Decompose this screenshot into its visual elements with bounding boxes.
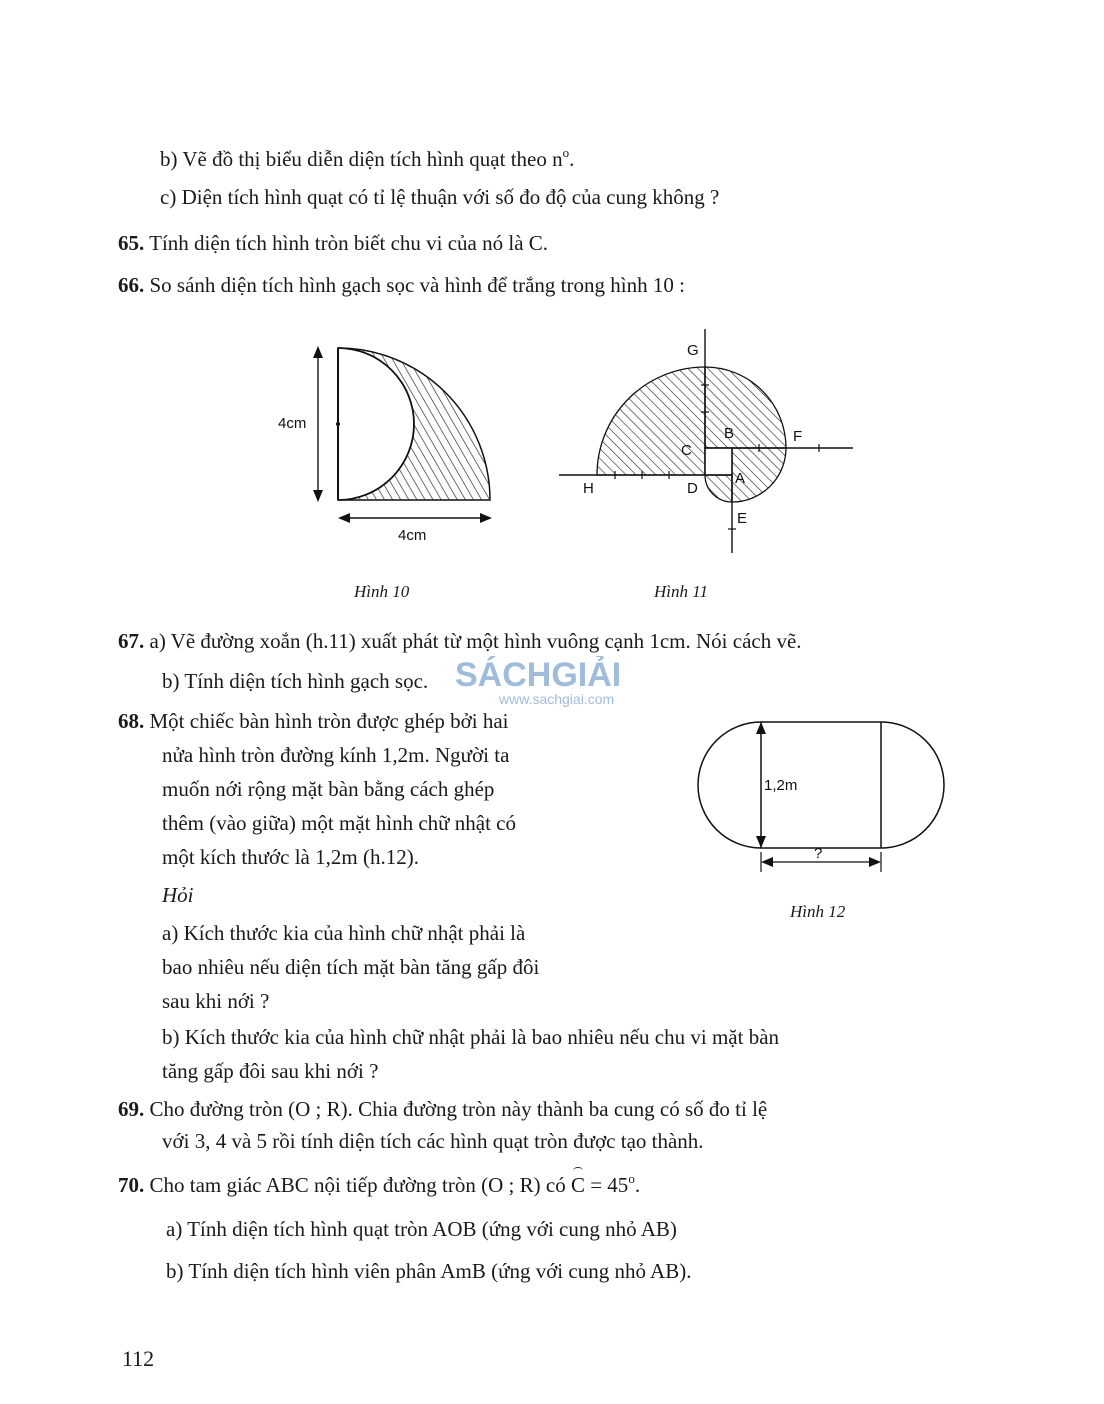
problem-68a-line-3: sau khi nới ? — [162, 989, 270, 1013]
height-label: 4cm — [278, 415, 307, 432]
problem-69-text-1: Cho đường tròn (O ; R). Chia đường tròn này thành ba cung có số đo tỉ lệ — [149, 1097, 768, 1121]
problem-68-line-5: một kích thước là 1,2m (h.12). — [162, 845, 419, 869]
figure-12 — [690, 712, 955, 877]
label-D: D — [687, 480, 698, 497]
degree-sup-70: o — [628, 1171, 635, 1186]
problem-70b: b) Tính diện tích hình viên phân AmB (ứng với cung nhỏ AB). — [166, 1259, 692, 1283]
problem-70-end: . — [634, 1173, 641, 1197]
problem-68-hoi: Hỏi — [162, 883, 194, 907]
problem-68-number: 68. — [118, 709, 145, 733]
label-F: F — [793, 428, 803, 445]
problem-68b-line-2: tăng gấp đôi sau khi nới ? — [162, 1059, 379, 1083]
watermark-brand-mid: GIẢI — [551, 656, 622, 694]
label-H: H — [583, 480, 594, 497]
watermark-brand-left: SÁCH — [455, 656, 552, 694]
problem-68-line-2: nửa hình tròn đường kính 1,2m. Người ta — [162, 743, 510, 767]
caption-hinh-10: Hình 10 — [354, 582, 410, 601]
diameter-label: 1,2m — [764, 777, 798, 794]
caption-hinh-12: Hình 12 — [790, 902, 846, 921]
problem-66-number: 66. — [118, 273, 145, 297]
degree-sup: o — [562, 145, 570, 160]
page-number: 112 — [122, 1346, 155, 1371]
line-64c: c) Diện tích hình quạt có tỉ lệ thuận với số đo độ của cung không ? — [160, 185, 720, 209]
problem-66 — [118, 270, 685, 300]
problem-68b-line-1: b) Kích thước kia của hình chữ nhật phải là bao nhiêu nếu chu vi mặt bàn — [162, 1025, 780, 1049]
table-outline — [698, 722, 944, 848]
watermark-url: www.sachgiai.com — [499, 691, 615, 707]
problem-69-number: 69. — [118, 1097, 145, 1121]
label-G: G — [687, 342, 699, 359]
problem-70-number: 70. — [118, 1173, 145, 1197]
problem-65 — [118, 228, 548, 258]
problem-68a-line-2: bao nhiêu nếu diện tích mặt bàn tăng gấp đôi — [162, 955, 540, 979]
label-B: B — [724, 425, 735, 442]
problem-70a: a) Tính diện tích hình quạt tròn AOB (ứng với cung nhỏ AB) — [166, 1217, 677, 1241]
problem-67a — [118, 626, 802, 656]
line-64b — [160, 144, 574, 174]
figure-10 — [270, 330, 510, 560]
problem-68-line-4: thêm (vào giữa) một mặt hình chữ nhật có — [162, 811, 517, 835]
figure-11 — [555, 325, 860, 560]
label-A: A — [735, 470, 746, 487]
problem-69-line-1 — [118, 1094, 767, 1124]
problem-68-line-1 — [118, 706, 509, 736]
problem-67-number: 67. — [118, 629, 145, 653]
problem-65-number: 65. — [118, 231, 145, 255]
angle-c: C — [571, 1170, 585, 1200]
line-64b-end: . — [569, 147, 575, 171]
watermark — [455, 656, 621, 707]
problem-70 — [118, 1170, 640, 1200]
label-C: C — [681, 442, 692, 459]
caption-hinh-11: Hình 11 — [654, 582, 708, 601]
line-64b-text: b) Vẽ đồ thị biểu diễn diện tích hình quạt theo n — [160, 147, 563, 171]
problem-68-text-1: Một chiếc bàn hình tròn được ghép bởi hai — [149, 709, 509, 733]
label-E: E — [737, 510, 748, 527]
problem-68a-line-1: a) Kích thước kia của hình chữ nhật phải là — [162, 921, 526, 945]
problem-67b: b) Tính diện tích hình gạch sọc. — [162, 669, 429, 693]
problem-65-text: Tính diện tích hình tròn biết chu vi của nó là C. — [149, 231, 549, 255]
problem-70-text: Cho tam giác ABC nội tiếp đường tròn (O ; R) có — [149, 1173, 566, 1197]
problem-66-text: So sánh diện tích hình gạch sọc và hình để trắng trong hình 10 : — [149, 273, 685, 297]
problem-67a-text: a) Vẽ đường xoắn (h.11) xuất phát từ một hình vuông cạnh 1cm. Nói cách vẽ. — [149, 629, 802, 653]
angle-value: = 45 — [590, 1173, 629, 1197]
problem-68-line-3: muốn nới rộng mặt bàn bằng cách ghép — [162, 777, 495, 801]
unknown-label: ? — [814, 845, 823, 862]
width-label: 4cm — [398, 527, 427, 544]
problem-69-line-2: với 3, 4 và 5 rồi tính diện tích các hình quạt tròn được tạo thành. — [162, 1129, 704, 1153]
